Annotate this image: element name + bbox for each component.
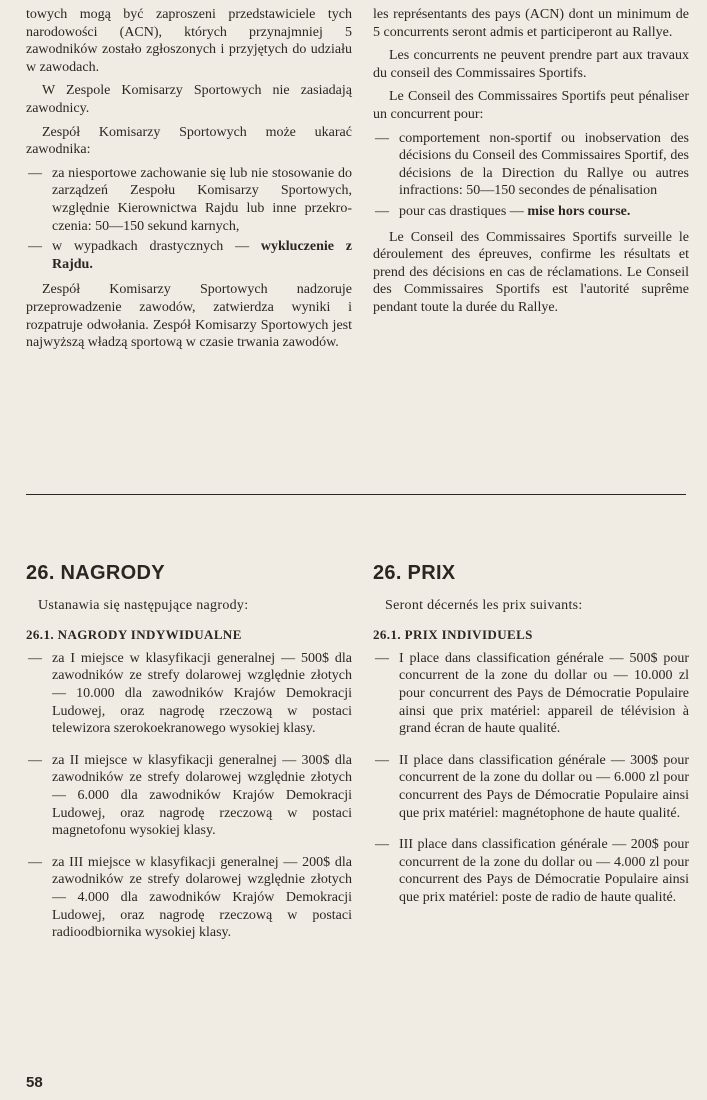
list-item <box>26 752 352 840</box>
dash-marker: — <box>28 650 42 666</box>
dash-marker: — <box>375 837 389 853</box>
paragraph: towych mogą być zaproszeni przedstawiciele tych narodowości (ACN), których przynajmniej 5 zawodników zostało zgłoszonych i przyjętych do udziału w zawodach. <box>26 7 352 75</box>
list-item <box>26 165 352 235</box>
list-item-text: za III miejsce w klasyfikacji generalnej — 200$ dla zawodników ze strefy dolarowej względnie złotych — 4.000 dla zawodników Krajów Demokracji Ludowej, oraz nagrodę rzeczową w postaci radioodbiornika wysokiej klasy. <box>52 854 352 941</box>
paragraph: W Zespole Komisarzy Sportowych nie zasiadają zawodnicy. <box>26 83 352 116</box>
bottom-left-column <box>26 562 352 956</box>
subsection-heading: 26.1. PRIX INDIVIDUELS <box>373 627 533 643</box>
list-item-bold-text: mise hors course. <box>527 203 631 219</box>
list-item <box>373 752 689 822</box>
paragraph: Zespół Komisarzy Sportowych może ukarać zawodnika: <box>26 124 352 158</box>
list-item <box>373 203 689 221</box>
list-item-text: za niesportowe zachowanie się lub nie stosowanie do zarządzeń Zespołu Komisarzy Sportowych, względnie Kierownictwa Rajdu lub inne przekroczenia: 50—150 sekund karnych, <box>52 165 352 234</box>
list-item-bold-text: wykluczenie z Rajdu. <box>52 239 352 272</box>
page-number: 58 <box>26 1074 43 1091</box>
list-item-text: za I miejsce w klasyfikacji generalnej — 500$ dla zawodników ze strefy dolarowej względnie złotych — 10.000 dla zawodników Krajów Demokracji Ludowej, oraz nagrodę rzeczową w postaci telewizora szerokoekranowego wysokiej klasy. <box>52 650 352 737</box>
list-item-text: pour cas drastiques — <box>399 203 524 219</box>
dash-marker: — <box>28 165 42 181</box>
list-item-text: za II miejsce w klasyfikacji generalnej — 300$ dla zawodników ze strefy dolarowej względnie złotych — 6.000 dla zawodników Krajów Demokracji Ludowej, oraz nagrodę rzeczową w postaci magnetofonu wysokiej klasy. <box>52 752 352 839</box>
paragraph: Zespół Komisarzy Sportowych nadzoruje przeprowadzenie zawodów, zatwierdza wyniki i rozpatruje odwołania. Zespół Komisarzy Sportowych jest najwyższą władzą sportową w czasie trwania zawodów. <box>26 282 352 351</box>
dash-marker: — <box>375 130 389 146</box>
section-heading: 26. NAGRODY <box>26 562 165 584</box>
list-item <box>373 836 689 906</box>
list-item <box>373 650 689 738</box>
section-heading: 26. PRIX <box>373 562 456 584</box>
dash-marker: — <box>375 203 389 219</box>
top-left-column <box>26 6 352 358</box>
list-item-text: II place dans classification générale — 300$ pour concurrent de la zone du dollar ou — 6.000 zl pour concurrent des Pays de Démocratie Populaire ainsi que prix matériel: magnétophone de haute qualité. <box>399 752 689 821</box>
section-intro: Seront décernés les prix suivants: <box>385 597 583 613</box>
subsection-heading: 26.1. NAGRODY INDYWIDUALNE <box>26 627 242 643</box>
paragraph: Le Conseil des Commissaires Sportifs surveille le déroulement des épreuves, confirme les résultats et prend des décisions en cas de réclamations. Le Conseil des Commissaires Sportifs est l'autorité suprême pendant toute la durée du Rallye. <box>373 229 689 315</box>
list-item <box>26 238 352 273</box>
list-item-text: I place dans classification générale — 500$ pour concurrent de la zone du dollar ou — 10.000 zl pour concurrent des Pays de Démocratie Populaire ainsi que prix matériel: appareil de télévision à grand écran de haute qualité. <box>399 650 689 737</box>
list-item-text: III place dans classification générale — 200$ pour concurrent de la zone du dollar ou — 4.000 zl pour concurrent des Pays de Démocratie Populaire ainsi que prix matériel: poste de radio de haute qualité. <box>399 837 689 905</box>
list-item-text: comportement non-sportif ou inobservation des décisions du Conseil des Commissaires Sportif, des décisions de la Direction du Rallye ou autres infractions: 50—150 secondes de pénalisation <box>399 130 689 199</box>
dash-marker: — <box>375 650 389 666</box>
list-item-text: w wypadkach drastycznych — <box>52 239 250 255</box>
list-item <box>26 854 352 942</box>
top-right-column <box>373 6 689 323</box>
paragraph: les représentants des pays (ACN) dont un minimum de 5 concurrents seront admis et participeront au Rallye. <box>373 7 689 40</box>
dash-marker: — <box>28 752 42 768</box>
dash-marker: — <box>28 239 42 255</box>
dash-marker: — <box>28 854 42 870</box>
list-item <box>373 130 689 200</box>
paragraph: Les concurrents ne peuvent prendre part aux travaux du conseil des Commissaires Sportifs. <box>373 48 689 81</box>
bottom-right-column <box>373 562 689 921</box>
horizontal-divider <box>26 494 686 495</box>
section-intro: Ustanawia się następujące nagrody: <box>38 597 249 613</box>
dash-marker: — <box>375 752 389 768</box>
paragraph: Le Conseil des Commissaires Sportifs peut pénaliser un concurrent pour: <box>373 89 689 122</box>
list-item <box>26 650 352 738</box>
